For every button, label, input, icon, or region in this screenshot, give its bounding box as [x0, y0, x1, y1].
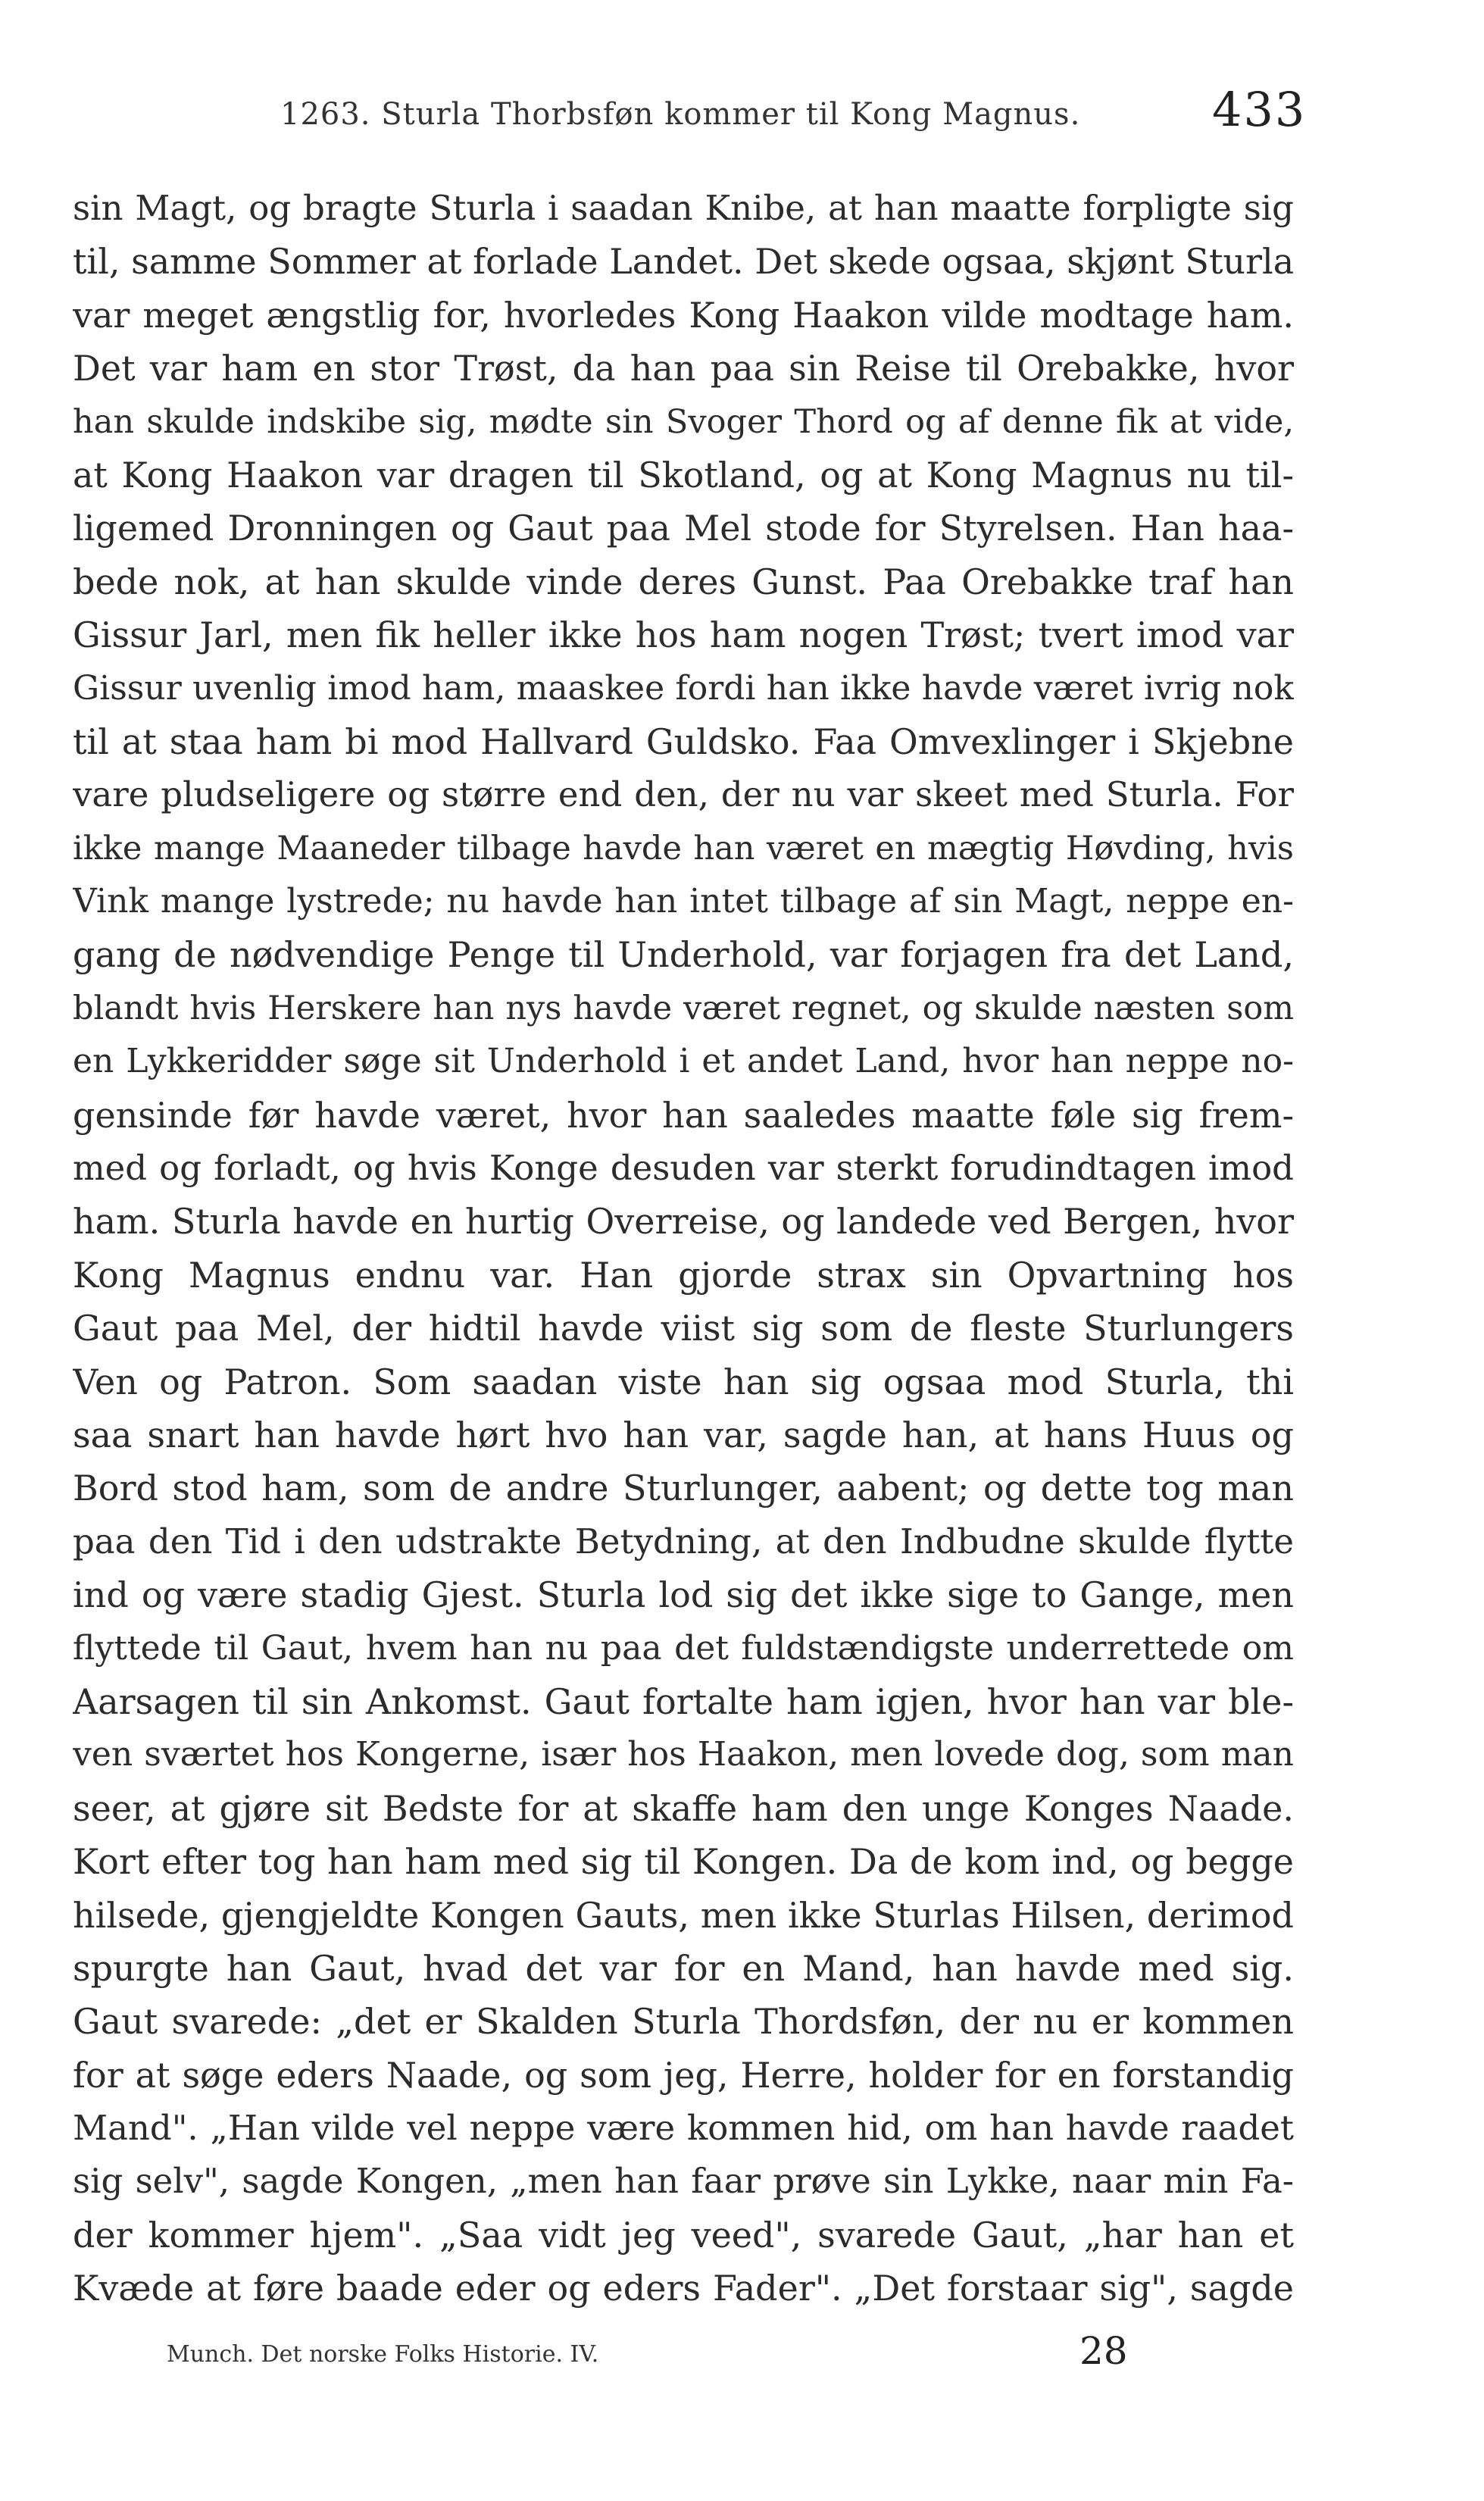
text-line: han skulde indskibe sig, mødte sin Svoger Thord og af denne fik at vide, — [73, 402, 1294, 441]
text-line: til at staa ham bi mod Hallvard Guldsko. Faa Omvexlinger i Skjebne — [73, 721, 1294, 762]
text-line: Ven og Patron. Som saadan viste han sig ogsaa mod Sturla, thi — [73, 1361, 1294, 1402]
text-line: Kvæde at føre baade eder og eders Fader". „Det forstaar sig", sagde — [73, 2268, 1294, 2309]
text-line: en Lykkeridder søge sit Underhold i et andet Land, hvor han neppe no- — [73, 1042, 1294, 1081]
text-line: Gaut paa Mel, der hidtil havde viist sig som de fleste Sturlungers — [73, 1308, 1294, 1349]
footer-signature: Munch. Det norske Folks Historie. IV. — [167, 2341, 599, 2368]
text-line: til, samme Sommer at forlade Landet. Det skede ogsaa, skjønt Sturla — [73, 241, 1294, 283]
text-line: Gissur uvenlig imod ham, maaskee fordi han ikke havde været ivrig nok — [73, 668, 1294, 708]
text-line: Kong Magnus endnu var. Han gjorde strax sin Opvartning hos — [73, 1254, 1294, 1296]
text-line: var meget ængstlig for, hvorledes Kong Haakon vilde modtage ham. — [73, 294, 1294, 336]
sheet-number: 28 — [1079, 2329, 1128, 2373]
text-line: Det var ham en stor Trøst, da han paa sin Reise til Orebakke, hvor — [73, 348, 1294, 389]
text-line: Kort efter tog han ham med sig til Kongen. Da de kom ind, og begge — [73, 1841, 1294, 1883]
text-line: Mand". „Han vilde vel neppe være kommen hid, om han havde raadet — [73, 2108, 1294, 2149]
text-line: vare pludseligere og større end den, der nu var skeet med Sturla. For — [73, 774, 1294, 815]
text-line: blandt hvis Herskere han nys havde været regnet, og skulde næsten som — [73, 989, 1294, 1027]
text-line: Vink mange lystrede; nu havde han intet tilbage af sin Magt, neppe en- — [73, 882, 1294, 921]
text-line: saa snart han havde hørt hvo han var, sagde han, at hans Huus og — [73, 1414, 1294, 1455]
text-line: gang de nødvendige Penge til Underhold, var forjagen fra det Land, — [73, 934, 1294, 976]
text-line: seer, at gjøre sit Bedste for at skaffe ham den unge Konges Naade. — [73, 1787, 1294, 1829]
text-line: gensinde før havde været, hvor han saaledes maatte føle sig frem- — [73, 1094, 1294, 1136]
text-line: der kommer hjem". „Saa vidt jeg veed", svarede Gaut, „har han et — [73, 2214, 1294, 2256]
text-line: Gaut svarede: „det er Skalden Sturla Thordsføn, der nu er kommen — [73, 2001, 1294, 2043]
text-line: hilsede, gjengjeldte Kongen Gauts, men ikke Sturlas Hilsen, derimod — [73, 1894, 1294, 1936]
body-text — [73, 182, 1294, 2315]
text-line: ind og være stadig Gjest. Sturla lod sig det ikke sige to Gange, men — [73, 1574, 1294, 1616]
text-line: for at søge eders Naade, og som jeg, Herre, holder for en forstandig — [73, 2054, 1294, 2096]
text-line: at Kong Haakon var dragen til Skotland, og at Kong Magnus nu til- — [73, 454, 1294, 496]
text-line: Bord stod ham, som de andre Sturlunger, aabent; og dette tog man — [73, 1468, 1294, 1509]
text-line: ham. Sturla havde en hurtig Overreise, og landede ved Bergen, hvor — [73, 1201, 1294, 1243]
text-line: bede nok, at han skulde vinde deres Gunst. Paa Orebakke traf han — [73, 561, 1294, 602]
text-line: paa den Tid i den udstrakte Betydning, at den Indbudne skulde flytte — [73, 1521, 1294, 1562]
text-line: Gissur Jarl, men fik heller ikke hos ham nogen Trøst; tvert imod var — [73, 614, 1294, 656]
text-line: flyttede til Gaut, hvem han nu paa det fuldstændigste underrettede om — [73, 1628, 1294, 1668]
text-line: med og forladt, og hvis Konge desuden var sterkt forudindtagen imod — [73, 1148, 1294, 1189]
running-title: 1263. Sturla Thorbsføn kommer til Kong Magnus. — [280, 97, 1081, 132]
text-line: sin Magt, og bragte Sturla i saadan Knibe, at han maatte forpligte sig — [73, 188, 1294, 228]
text-line: ikke mange Maaneder tilbage havde han været en mægtig Høvding, hvis — [73, 829, 1294, 868]
text-line: spurgte han Gaut, hvad det var for en Mand, han havde med sig. — [73, 1947, 1294, 1989]
page-number: 433 — [1212, 82, 1307, 137]
text-line: ven sværtet hos Kongerne, især hos Haakon, men lovede dog, som man — [73, 1735, 1294, 1774]
text-line: sig selv", sagde Kongen, „men han faar prøve sin Lykke, naar min Fa- — [73, 2161, 1294, 2202]
text-line: Aarsagen til sin Ankomst. Gaut fortalte ham igjen, hvor han var ble- — [73, 1680, 1294, 1722]
text-line: ligemed Dronningen og Gaut paa Mel stode for Styrelsen. Han haa- — [73, 508, 1294, 549]
